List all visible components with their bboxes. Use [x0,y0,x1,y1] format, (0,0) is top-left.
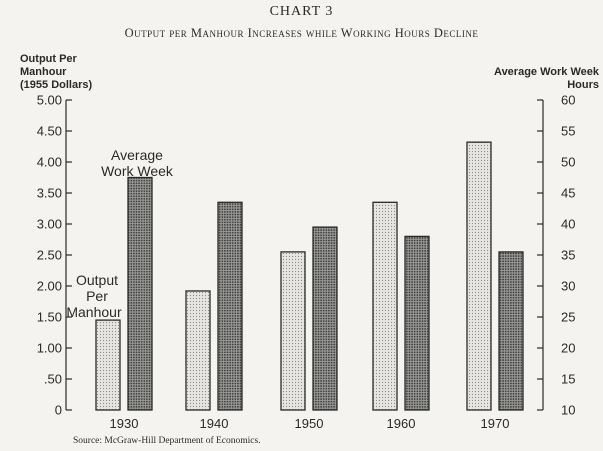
bar-output-per-manhour [467,142,491,410]
right-axis-tick-label: 60 [561,92,576,108]
left-axis-tick-label: 4.00 [36,154,62,170]
chart-title: Output per Manhour Increases while Working Hours Decline [124,26,479,40]
left-axis-tick-label: .50 [43,371,62,387]
right-axis-tick-label: 55 [561,123,576,139]
annotation-output-line: Per [86,288,108,304]
bar-average-work-week [218,202,242,410]
x-axis-category-label: 1930 [109,416,139,431]
annotation-output-line: Manhour [66,304,122,320]
left-axis-tick-label: 2.50 [36,247,62,263]
annotation-work-week-line: Average [111,147,163,163]
x-axis-category-label: 1960 [386,416,416,431]
left-axis-tick-label: 4.50 [36,123,62,139]
bar-average-work-week [499,252,523,410]
bar-average-work-week [313,227,337,410]
left-axis-tick-label: 3.00 [36,216,62,232]
right-axis-tick-label: 50 [561,154,576,170]
right-axis-tick-label: 25 [561,309,576,325]
annotation-work-week-line: Work Week [101,163,173,179]
bar-average-work-week [128,178,152,411]
right-axis-tick-label: 10 [561,402,576,418]
left-axis-tick-label: 5.00 [36,92,62,108]
left-axis-title-line: (1955 Dollars) [20,79,93,91]
right-axis-tick-label: 45 [561,185,576,201]
x-axis-category-label: 1940 [199,416,229,431]
left-axis-tick-label: 2.00 [36,278,62,294]
right-axis-title-line: Hours [567,79,599,91]
left-axis-tick-label: 1.00 [36,340,62,356]
left-axis-tick-label: 0 [54,402,62,418]
right-axis-tick-label: 20 [561,340,576,356]
bar-average-work-week [405,236,429,410]
left-axis-title-line: Manhour [20,66,67,78]
right-axis-tick-label: 15 [561,371,576,387]
source-note: Source: McGraw-Hill Department of Economics. [73,436,261,446]
bar-output-per-manhour [281,252,305,410]
bar-output-per-manhour [373,202,397,410]
right-axis-tick-label: 30 [561,278,576,294]
bar-output-per-manhour [96,320,120,410]
left-axis-title-line: Output Per [20,53,77,65]
left-axis-tick-label: 1.50 [36,309,62,325]
x-axis-category-label: 1950 [294,416,324,431]
right-axis-tick-label: 35 [561,247,576,263]
left-axis-tick-label: 3.50 [36,185,62,201]
right-axis-title-line: Average Work Week [494,66,599,78]
chart-number: CHART 3 [269,4,334,19]
annotation-output-line: Output [75,272,119,288]
bar-output-per-manhour [186,291,210,410]
right-axis-tick-label: 40 [561,216,576,232]
x-axis-category-label: 1970 [480,416,510,431]
